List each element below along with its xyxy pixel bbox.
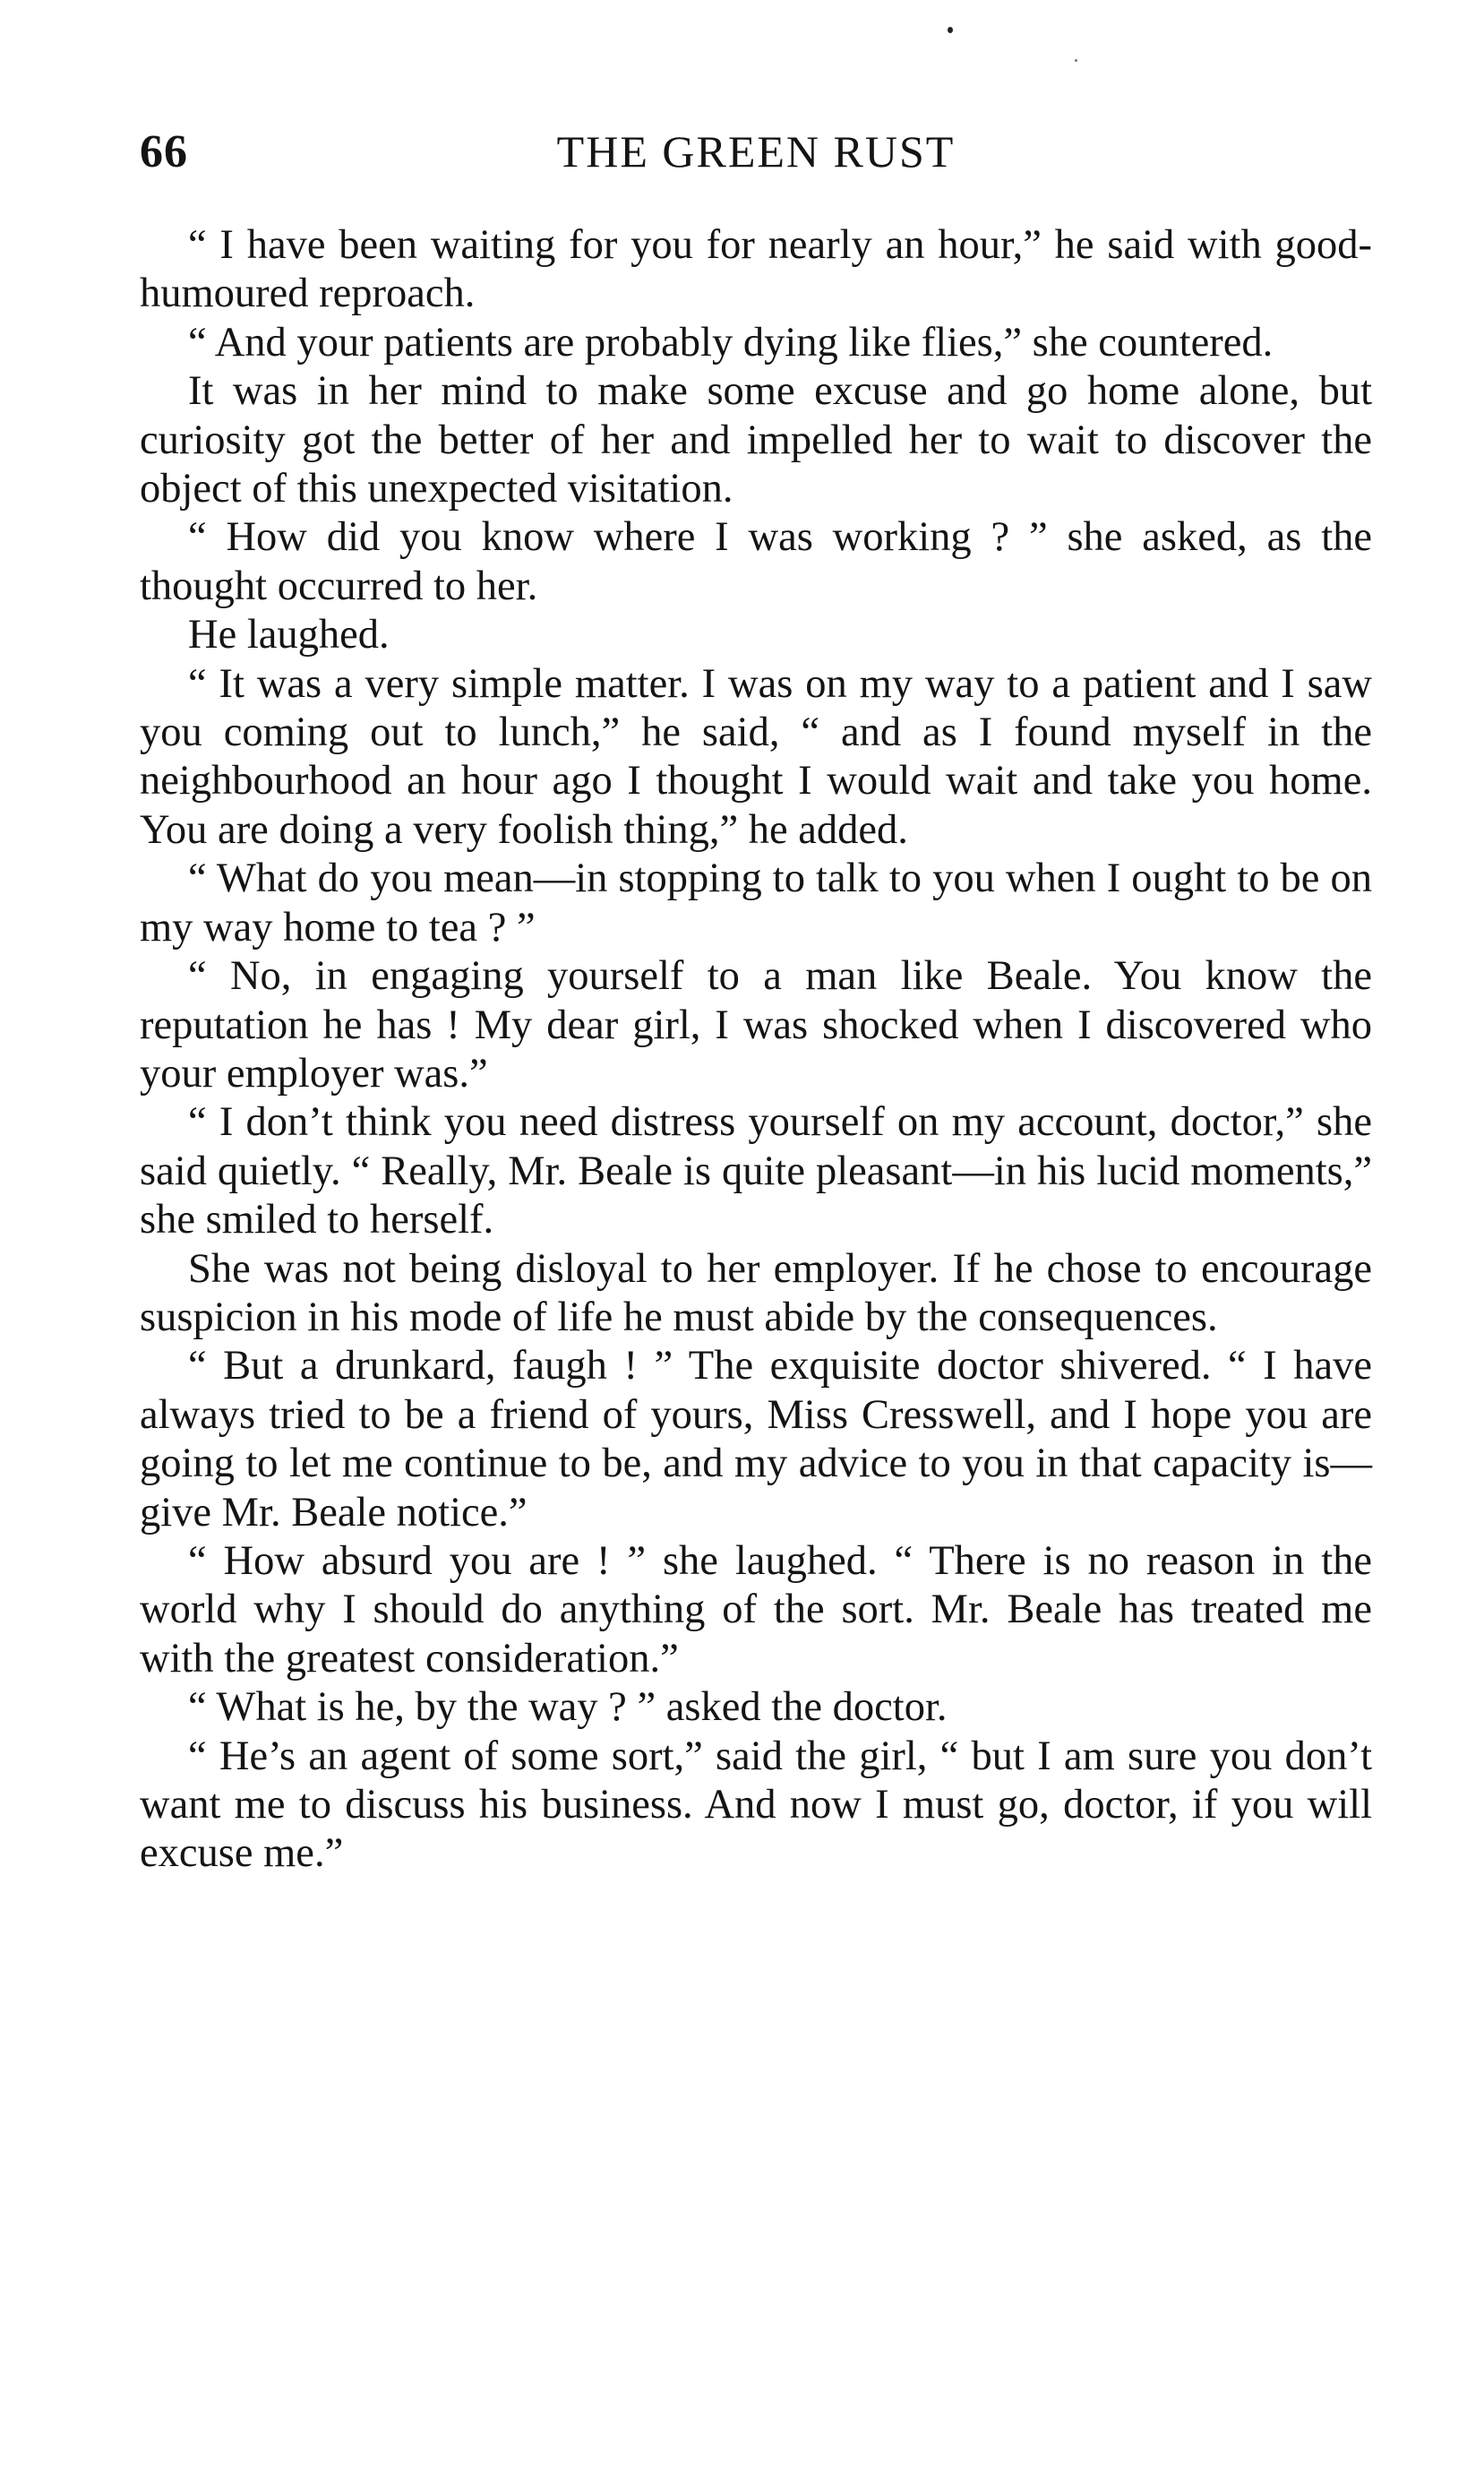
paragraph: “ How absurd you are ! ” she laughed. “ There is no reason in the world why I should do anything of the sort. Mr. Beale has treated me with the greatest consideration.”: [140, 1537, 1372, 1682]
paragraph: “ I don’t think you need distress yourself on my account, doctor,” she said quietly. “ Really, Mr. Beale is quite pleasant—in his lucid moments,” she smiled to herself.: [140, 1099, 1372, 1243]
page-number: 66: [140, 126, 188, 177]
paragraph: It was in her mind to make some excuse and go home alone, but curiosity got the better of her and impelled her to wait to discover the object of this unexpected visitation.: [140, 368, 1372, 512]
body-text: [140, 221, 1372, 1879]
ink-speck: [948, 27, 953, 33]
ink-speck: [1075, 59, 1077, 62]
book-title: THE GREEN RUST: [556, 126, 956, 176]
paragraph: “ No, in engaging yourself to a man like Beale. You know the reputation he has ! My dear girl, I was shocked when I discovered who your employer was.”: [140, 953, 1372, 1097]
paragraph: He laughed.: [188, 612, 390, 658]
running-head: [140, 125, 1372, 179]
paragraph: “ What is he, by the way ? ” asked the doctor.: [188, 1684, 948, 1731]
paragraph: “ And your patients are probably dying like flies,” she countered.: [188, 319, 1274, 366]
paragraph: “ What do you mean—in stopping to talk to you when I ought to be on my way home to tea ? ”: [140, 856, 1372, 951]
paragraph: “ It was a very simple matter. I was on my way to a patient and I saw you coming out to lunch,” he said, “ and as I found myself in the neighbourhood an hour ago I thought I would wait and take you home. You are doing a very foolish thing,” he added.: [140, 660, 1372, 853]
paragraph: “ He’s an agent of some sort,” said the girl, “ but I am sure you don’t want me to discuss his business. And now I must go, doctor, if you will excuse me.”: [140, 1733, 1372, 1877]
paragraph: “ I have been waiting for you for nearly an hour,” he said with good-humoured reproach.: [140, 222, 1372, 317]
paragraph: “ How did you know where I was working ? ” she asked, as the thought occurred to her.: [140, 514, 1372, 609]
paragraph: “ But a drunkard, faugh ! ” The exquisite doctor shivered. “ I have always tried to be a friend of yours, Miss Cresswell, and I hope you are going to let me continue to be, and my advice to you in that capacity is—give Mr. Beale notice.”: [140, 1343, 1372, 1535]
paragraph: She was not being disloyal to her employer. If he chose to encourage suspicion in his mode of life he must abide by the consequences.: [140, 1245, 1372, 1340]
